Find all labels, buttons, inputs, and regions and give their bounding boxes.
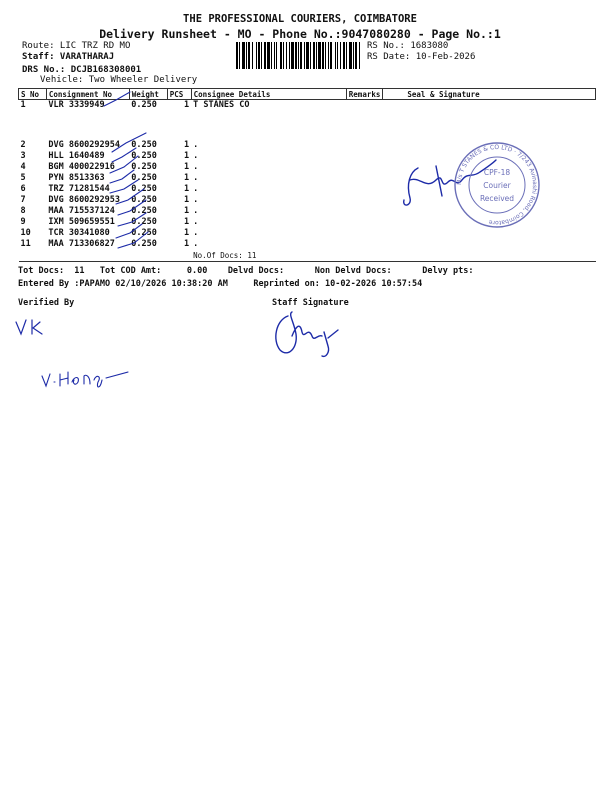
table-row	[19, 217, 596, 228]
row-consignment: BGM 400022916	[48, 162, 115, 172]
row-sno: 10	[20, 228, 31, 238]
row-sno: 1	[20, 100, 26, 110]
table-footer-row	[19, 250, 596, 262]
staff-info: Staff: VARATHARAJ	[22, 52, 115, 62]
staff-signature	[268, 306, 344, 360]
row-pcs: 1	[184, 195, 190, 205]
runsheet-title: Delivery Runsheet - MO - Phone No.:9047080280 - Page No.:1	[99, 27, 501, 41]
row-pcs: 1	[184, 140, 190, 150]
row-consignee: .	[193, 162, 199, 172]
row-sno: 3	[20, 151, 26, 161]
col-pcs: PCS	[167, 89, 191, 100]
col-consignee: Consignee Details	[191, 89, 346, 100]
row-pcs: 1	[184, 228, 190, 238]
row-consignment: PYN 8513363	[48, 173, 105, 183]
row-remarks	[346, 100, 383, 141]
row-sno: 11	[20, 239, 31, 249]
company-name: THE PROFESSIONAL COURIERS, COIMBATORE	[183, 13, 417, 25]
row-consignment: TRZ 71281544	[48, 184, 110, 194]
seal-line-2: Courier	[483, 181, 511, 190]
row-weight: 0.250	[131, 228, 157, 238]
table-row	[19, 151, 596, 162]
seal-line-1: CPF-18	[483, 168, 511, 177]
row-consignment: TCR 30341080	[48, 228, 110, 238]
staff-signature-label: Staff Signature	[272, 298, 349, 308]
row-consignee: .	[193, 140, 199, 150]
row-weight: 0.250	[131, 140, 157, 150]
row-pcs: 1	[184, 173, 190, 183]
row-consignment: MAA 713306827	[48, 239, 115, 249]
row-weight: 0.250	[131, 217, 157, 227]
table-row	[19, 162, 596, 173]
row-consignee: T STANES CO	[193, 100, 250, 110]
row-pcs: 1	[184, 162, 190, 172]
col-consignment: Consignment No	[46, 89, 129, 100]
row-consignee: .	[193, 206, 199, 216]
row-sno: 5	[20, 173, 26, 183]
no-of-docs: No.Of Docs: 11	[191, 250, 346, 262]
row-sno: 7	[20, 195, 26, 205]
totals-summary: Tot Docs: 11 Tot COD Amt: 0.00 Delvd Docs: Non Delvd Docs: Delvy pts:	[18, 266, 474, 276]
row-weight: 0.250	[131, 239, 157, 249]
row-consignee: .	[193, 151, 199, 161]
row-consignee: .	[193, 173, 199, 183]
table-row	[19, 206, 596, 217]
row-pcs: 1	[184, 100, 190, 110]
row-weight: 0.250	[131, 100, 157, 110]
col-remarks: Remarks	[346, 89, 383, 100]
table-row	[19, 140, 596, 151]
row-weight: 0.250	[131, 162, 157, 172]
row-consignment: DVG 8600292954	[48, 140, 121, 150]
col-sno: S No	[19, 89, 47, 100]
row-sno: 6	[20, 184, 26, 194]
seal-ring-text: M/s T STANES & CO LTD · 7/243 Avinashi Road, Coimbatore	[455, 143, 539, 227]
drs-number: DRS No.: DCJB168308001	[22, 65, 142, 75]
table-header-row	[19, 89, 596, 100]
vehicle-info: Vehicle: Two Wheeler Delivery	[40, 75, 198, 85]
row-consignee: .	[193, 195, 199, 205]
row-weight: 0.250	[131, 151, 157, 161]
col-seal: Seal & Signature	[383, 89, 596, 100]
row-consignee: .	[193, 228, 199, 238]
table-row	[19, 195, 596, 206]
row-weight: 0.250	[131, 184, 157, 194]
row-pcs: 1	[184, 184, 190, 194]
row-consignment: VLR 3339949	[48, 100, 105, 110]
row-consignment: IXM 509659551	[48, 217, 115, 227]
row-pcs: 1	[184, 151, 190, 161]
row-consignment: DVG 8600292953	[48, 195, 121, 205]
route-info: Route: LIC TRZ RD MO	[22, 41, 131, 51]
row-pcs: 1	[184, 239, 190, 249]
row-consignee: .	[193, 184, 199, 194]
row-sno: 4	[20, 162, 26, 172]
verifier-initials	[12, 316, 52, 340]
table-row	[19, 173, 596, 184]
table-row	[19, 239, 596, 250]
row-weight: 0.250	[131, 206, 157, 216]
rs-date: RS Date: 10-Feb-2026	[367, 52, 476, 62]
row-consignee: .	[193, 239, 199, 249]
table-row	[19, 184, 596, 195]
seal-line-3: Received	[479, 194, 515, 203]
rs-number: RS No.: 1683080	[367, 41, 449, 51]
row-sno: 9	[20, 217, 26, 227]
runsheet-table	[18, 88, 596, 262]
row-consignment: MAA 715537124	[48, 206, 115, 216]
entered-by: Entered By :PAPAMO 02/10/2026 10:38:20 AM Reprinted on: 10-02-2026 10:57:54	[18, 279, 423, 289]
verifier-signature	[36, 364, 132, 390]
table-row	[19, 100, 596, 141]
row-sno: 2	[20, 140, 26, 150]
row-weight: 0.250	[131, 195, 157, 205]
row-weight: 0.250	[131, 173, 157, 183]
row-seal	[383, 100, 596, 141]
table-row	[19, 228, 596, 239]
verified-by-label: Verified By	[18, 298, 75, 308]
row-consignment: HLL 1640489	[48, 151, 105, 161]
row-pcs: 1	[184, 217, 190, 227]
row-sno: 8	[20, 206, 26, 216]
row-consignee: .	[193, 217, 199, 227]
barcode-image	[236, 42, 360, 69]
row-pcs: 1	[184, 206, 190, 216]
col-weight: Weight	[129, 89, 167, 100]
